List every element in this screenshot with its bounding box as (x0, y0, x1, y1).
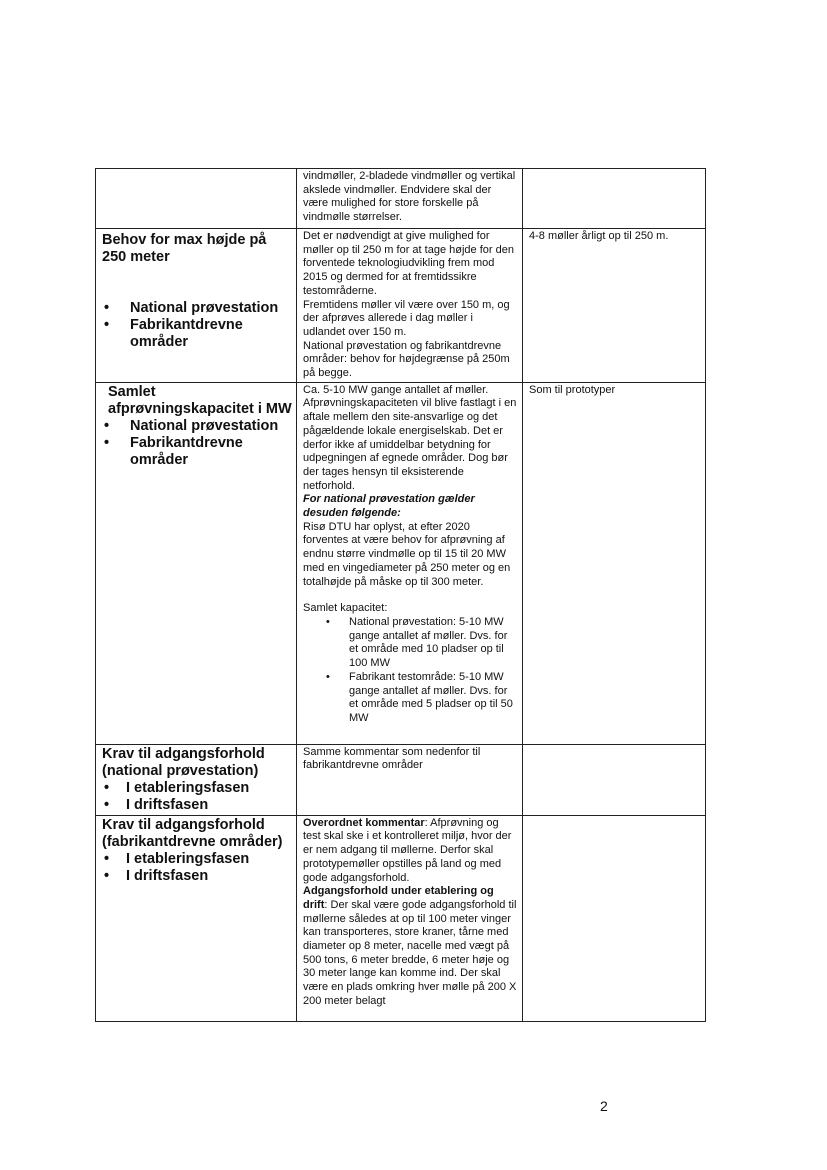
comment-text: Risø DTU har oplyst, at efter 2020 forventes at være behov for afprøvning af endnu større vindmølle op til 15 til 20 MW med en vingediameter på 250 meter og en totalhøjde på måske op til 300 meter. (303, 520, 511, 588)
comment-paragraph (303, 885, 518, 1008)
bullet-item: • Fabrikantdrevne områder (102, 435, 292, 469)
row-heading-cell (96, 382, 297, 744)
capacity-label: Samlet kapacitet: (303, 602, 388, 615)
capacity-item: • National prøvestation: 5-10 MW gange antallet af møller. Dvs. for et område med 10 pladser op til 100 MW (303, 616, 518, 671)
comment-text: Det er nødvendigt at give mulighed for møller op til 250 m for at tage højde for den forventede teknologiudvikling frem mod 2015 og dermed for at fremtidssikre testområderne. (303, 230, 514, 297)
note-cell (523, 169, 706, 229)
comment-text: vindmøller, 2-bladede vindmøller og vertikal akslede vindmøller. Endvidere skal der være mulighed for store forskelle på vindmølle størrelser. (303, 170, 516, 224)
row-heading-cell (96, 744, 297, 815)
comment-label: Overordnet kommentar (303, 816, 425, 829)
bullet-item: • I etableringsfasen (102, 780, 292, 797)
comment-text: Fremtidens møller vil være over 150 m, og der afprøves allerede i dag møller i udlandet over 150 m. (303, 298, 510, 338)
comment-emphasis: For national prøvestation gælder desuden følgende: (303, 493, 475, 520)
bullet-item: • National prøvestation (102, 418, 292, 435)
bullet-item: • I driftsfasen (102, 797, 292, 814)
table-row (96, 815, 706, 1021)
comment-text: : Der skal være gode adgangsforhold til møllerne således at op til 100 meter vinger kan transporteres, store kraner, tårne med diameter op 8 meter, nacelle med vægt på 500 tons, 6 meter bredde, 6 meter høje og 30 meter lange kan komme ind. Der skal være en plads omkring hver mølle på 200 X 200 meter belagt (303, 898, 517, 1007)
table-row (96, 229, 706, 383)
note-cell (523, 744, 706, 815)
row-heading-cell (96, 815, 297, 1021)
table-row (96, 169, 706, 229)
row-heading-cell (96, 229, 297, 383)
comment-cell (297, 382, 523, 744)
note-cell (523, 815, 706, 1021)
comment-cell (297, 744, 523, 815)
table-row (96, 382, 706, 744)
comment-text: Ca. 5-10 MW gange antallet af møller. Afprøvningskapaciteten vil blive fastlagt i en aftale mellem den site-ansvarlige og det pågældende lokale energiselskab. Det er derfor ikke af umiddelbar betydning for udpegningen af egnede områder. Dog bør der tages hensyn til eksisterende netforhold. (303, 383, 517, 492)
note-cell (523, 382, 706, 744)
bullet-item: • I driftsfasen (102, 868, 292, 885)
comment-cell (297, 229, 523, 383)
row-heading: Krav til adgangsforhold (fabrikantdrevne områder) (102, 816, 283, 850)
comment-paragraph (303, 817, 518, 886)
comment-text: National prøvestation og fabrikantdrevne områder: behov for højdegrænse på 250m på begge. (303, 339, 510, 380)
row-heading-cell (96, 169, 297, 229)
comment-label: Adgangsforhold under etablering og drift (303, 885, 494, 911)
bullet-item: • Fabrikantdrevne områder (102, 317, 292, 351)
requirements-table (95, 168, 706, 1022)
bullet-item: • National prøvestation (102, 300, 292, 317)
note-text: Som til prototyper (529, 383, 616, 396)
row-heading: Samlet afprøvningskapacitet i MW (108, 383, 292, 417)
page-number: 2 (600, 1098, 608, 1114)
table-row (96, 744, 706, 815)
capacity-item: • Fabrikant testområde: 5-10 MW gange antallet af møller. Dvs. for et område med 5 pladser op til 50 MW (303, 671, 518, 726)
row-heading: Krav til adgangsforhold (national prøvestation) (102, 745, 265, 779)
comment-cell (297, 169, 523, 229)
bullet-item: • I etableringsfasen (102, 851, 292, 868)
comment-cell (297, 815, 523, 1021)
note-text: 4-8 møller årligt op til 250 m. (529, 230, 669, 242)
comment-text: : Afprøvning og test skal ske i et kontrolleret miljø, hvor der er nem adgang til møllerne. Derfor skal prototypemøller opstilles på land og med gode adgangsforhold. (303, 816, 512, 884)
row-heading: Behov for max højde på 250 meter (102, 232, 267, 265)
note-cell (523, 229, 706, 383)
comment-text: Samme kommentar som nedenfor til fabrikantdrevne områder (303, 745, 481, 772)
